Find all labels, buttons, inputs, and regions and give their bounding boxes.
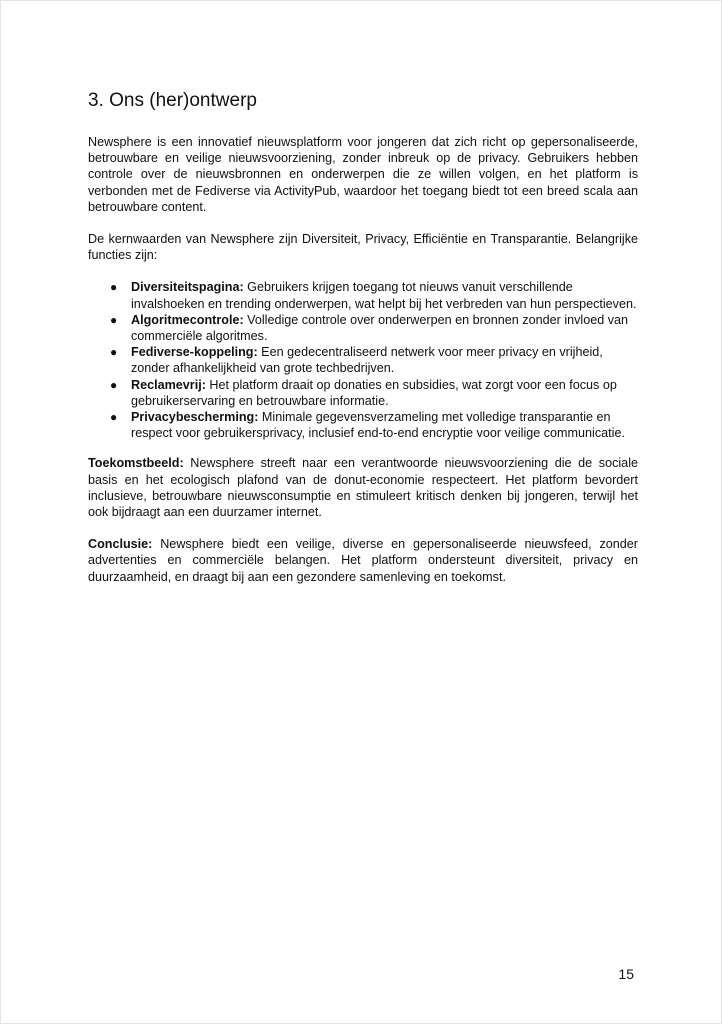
feature-term: Algoritmecontrole: xyxy=(131,312,244,327)
page-content xyxy=(88,89,638,601)
conclusion-paragraph xyxy=(88,536,638,585)
future-term: Toekomstbeeld: xyxy=(88,456,184,471)
feature-item-fediverse-link xyxy=(88,344,638,376)
future-paragraph xyxy=(88,455,638,520)
feature-text: Volledige controle over onderwerpen en bronnen zonder invloed van commerciële algoritmes. xyxy=(131,312,629,344)
feature-item-ad-free xyxy=(88,377,638,409)
feature-term: Privacybescherming: xyxy=(131,410,259,425)
conclusion-term: Conclusie: xyxy=(88,537,153,552)
feature-text: Het platform draait op donaties en subsidies, wat zorgt voor een focus op gebruikerservaring en betrouwbare informatie. xyxy=(131,377,617,408)
feature-term: Fediverse-koppeling: xyxy=(131,345,258,360)
feature-list xyxy=(88,279,638,441)
feature-term: Reclamevrij: xyxy=(131,377,206,392)
future-text: Newsphere streeft naar een verantwoorde nieuwsvoorziening die de sociale basis en het ecologisch plafond van de donut-economie respecteert. Het platform bevordert inclusieve, betrouwbare nieuwsconsumptie en stimuleert kritisch denken bij jongeren, terwijl het ook bijdraagt aan een duurzamer internet. xyxy=(88,456,638,520)
bullet-icon: ● xyxy=(110,280,118,295)
conclusion-text: Newsphere biedt een veilige, diverse en gepersonaliseerde nieuwsfeed, zonder advertenties en commerciële belangen. Het platform ondersteunt diversiteit, privacy en duurzaamheid, en draagt bij aan een gezondere samenleving en toekomst. xyxy=(88,537,638,584)
feature-item-diversity-page xyxy=(88,279,638,311)
bullet-icon: ● xyxy=(110,312,118,327)
feature-item-privacy-protection xyxy=(88,409,638,441)
bullet-icon: ● xyxy=(110,345,118,360)
feature-item-algorithm-control xyxy=(88,312,638,344)
feature-text: Gebruikers krijgen toegang tot nieuws vanuit verschillende invalshoeken en trending onderwerpen, wat helpt bij het verbreden van hun perspectieven. xyxy=(131,280,637,311)
feature-text: Minimale gegevensverzameling met volledige transparantie en respect voor gebruikersprivacy, inclusief end-to-end encryptie voor veilige communicatie. xyxy=(131,410,625,441)
bullet-icon: ● xyxy=(110,377,118,392)
feature-text: Een gedecentraliseerd netwerk voor meer privacy en vrijheid, zonder afhankelijkheid van grote techbedrijven. xyxy=(131,345,603,376)
page-number: 15 xyxy=(618,966,634,982)
core-values-paragraph: De kernwaarden van Newsphere zijn Diversiteit, Privacy, Efficiëntie en Transparantie. Belangrijke functies zijn: xyxy=(88,232,638,263)
bullet-icon: ● xyxy=(110,410,118,425)
feature-term: Diversiteitspagina: xyxy=(131,280,244,295)
section-heading: 3. Ons (her)ontwerp xyxy=(88,90,257,111)
intro-paragraph: Newsphere is een innovatief nieuwsplatform voor jongeren dat zich richt op gepersonaliseerde, betrouwbare en veilige nieuwsvoorziening, zonder inbreuk op de privacy. Gebruikers hebben controle over de nieuwsbronnen en onderwerpen die ze willen volgen, en het platform is verbonden met de Fediverse via ActivityPub, waardoor het toegang biedt tot een breed scala aan betrouwbare content. xyxy=(88,135,638,214)
